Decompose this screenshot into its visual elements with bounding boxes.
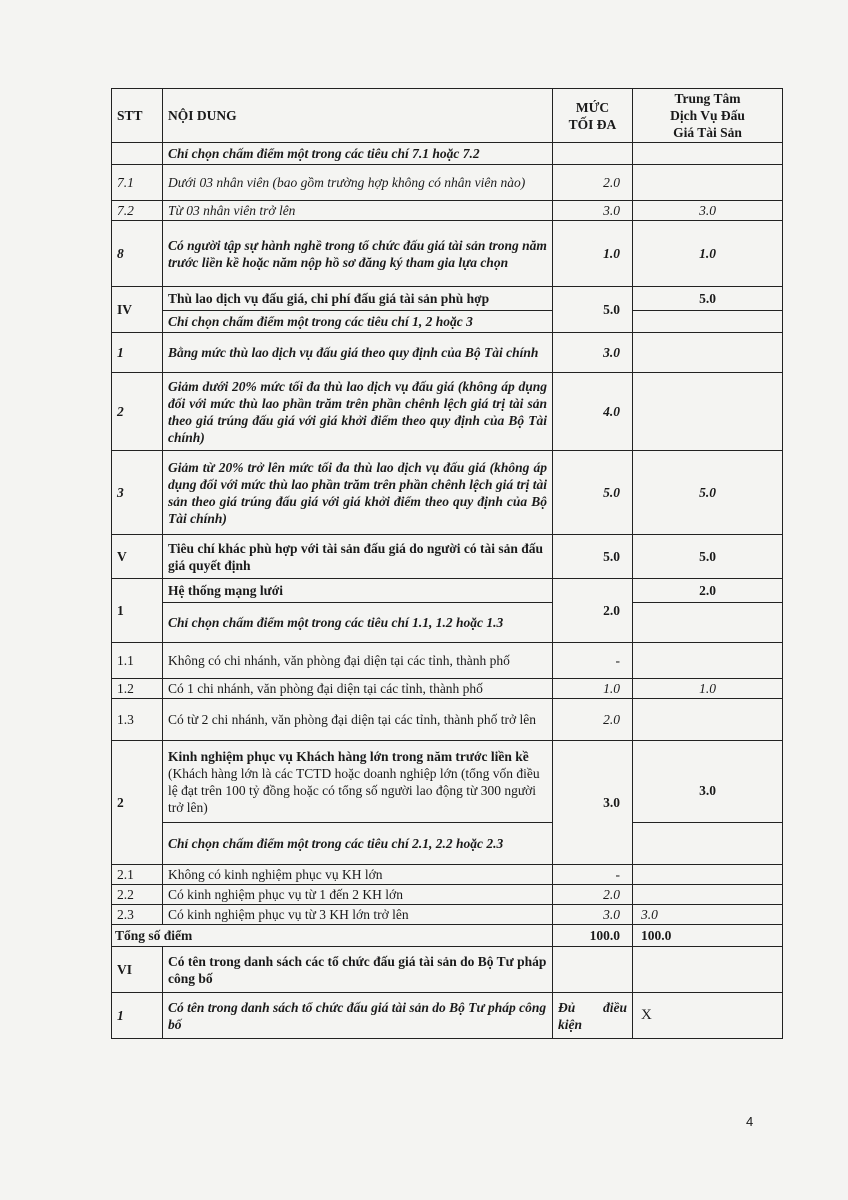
- header-stt: STT: [112, 89, 163, 143]
- large-client-criterion: Kinh nghiệm phục vụ Khách hàng lớn trong năm trước liền kề (Khách hàng lớn là các TCTD hoặc doanh nghiệp lớn (tổng vốn điều lệ đạt trên 100 tỷ đồng hoặc có tổng số người lao động từ 300 người trở lên): [163, 741, 553, 823]
- table-header-row: [112, 89, 783, 143]
- table-row: 2.2 Có kinh nghiệm phục vụ từ 1 đến 2 KH lớn 2.0: [112, 885, 783, 905]
- table-row: 2 Kinh nghiệm phục vụ Khách hàng lớn trong năm trước liền kề (Khách hàng lớn là các TCTD hoặc doanh nghiệp lớn (tổng vốn điều lệ đạt trên 100 tỷ đồng hoặc có tổng số người lao động từ 300 người trở lên) 3.0 3.0: [112, 741, 783, 823]
- header-organization: Trung Tâm Dịch Vụ Đấu Giá Tài Sản: [633, 89, 783, 143]
- table-row: 1 Bằng mức thù lao dịch vụ đấu giá theo quy định của Bộ Tài chính 3.0: [112, 333, 783, 373]
- criteria-note: Chỉ chọn chấm điểm một trong các tiêu chí 7.1 hoặc 7.2: [163, 143, 553, 165]
- table-row: 8 Có người tập sự hành nghề trong tổ chức đấu giá tài sản trong năm trước liền kề hoặc năm nộp hồ sơ đăng ký tham gia lựa chọn 1.0 1.0: [112, 221, 783, 287]
- table-row: VI Có tên trong danh sách các tổ chức đấu giá tài sản do Bộ Tư pháp công bố: [112, 947, 783, 993]
- table-row: 2.3 Có kinh nghiệm phục vụ từ 3 KH lớn trở lên 3.0 3.0: [112, 905, 783, 925]
- table-row: 1.1 Không có chi nhánh, văn phòng đại diện tại các tỉnh, thành phố -: [112, 643, 783, 679]
- table-row: Chỉ chọn chấm điểm một trong các tiêu chí 1, 2 hoặc 3: [112, 311, 783, 333]
- table-row: 1 Hệ thống mạng lưới 2.0 2.0: [112, 579, 783, 603]
- total-row: Tổng số điểm 100.0 100.0: [112, 925, 783, 947]
- table-row: 2.1 Không có kinh nghiệm phục vụ KH lớn -: [112, 865, 783, 885]
- table-row: 3 Giảm từ 20% trở lên mức tối đa thù lao dịch vụ đấu giá (không áp dụng đối với mức thù lao phần trăm trên phần chênh lệch giá trị tài sản theo giá trúng đấu giá với giá khởi điểm theo quy định của Bộ Tài chính) 5.0 5.0: [112, 451, 783, 535]
- header-max-score: MỨC TỐI ĐA: [553, 89, 633, 143]
- table-row: V Tiêu chí khác phù hợp với tài sản đấu giá do người có tài sản đấu giá quyết định 5.0 5.0: [112, 535, 783, 579]
- table-row: IV Thù lao dịch vụ đấu giá, chi phí đấu giá tài sản phù hợp 5.0 5.0: [112, 287, 783, 311]
- table-row: [112, 143, 783, 165]
- table-row: 7.1 Dưới 03 nhân viên (bao gồm trường hợp không có nhân viên nào) 2.0: [112, 165, 783, 201]
- page-number: 4: [746, 1114, 754, 1129]
- table-row: 2 Giảm dưới 20% mức tối đa thù lao dịch vụ đấu giá (không áp dụng đối với mức thù lao phần trăm trên phần chênh lệch giá trị tài sản theo giá trúng đấu giá với giá khởi điểm theo quy định của Bộ Tài chính) 4.0: [112, 373, 783, 451]
- table-row: 7.2 Từ 03 nhân viên trở lên 3.0 3.0: [112, 201, 783, 221]
- scoring-table: [111, 88, 783, 1039]
- table-row: 1.3 Có từ 2 chi nhánh, văn phòng đại diện tại các tỉnh, thành phố trở lên 2.0: [112, 699, 783, 741]
- table-row: Chỉ chọn chấm điểm một trong các tiêu chí 2.1, 2.2 hoặc 2.3: [112, 823, 783, 865]
- table-row: 1 Có tên trong danh sách tổ chức đấu giá tài sản do Bộ Tư pháp công bố Đủ điều kiện X: [112, 993, 783, 1039]
- table-row: 1.2 Có 1 chi nhánh, văn phòng đại diện tại các tỉnh, thành phố 1.0 1.0: [112, 679, 783, 699]
- header-content: NỘI DUNG: [163, 89, 553, 143]
- table-row: Chỉ chọn chấm điểm một trong các tiêu chí 1.1, 1.2 hoặc 1.3: [112, 603, 783, 643]
